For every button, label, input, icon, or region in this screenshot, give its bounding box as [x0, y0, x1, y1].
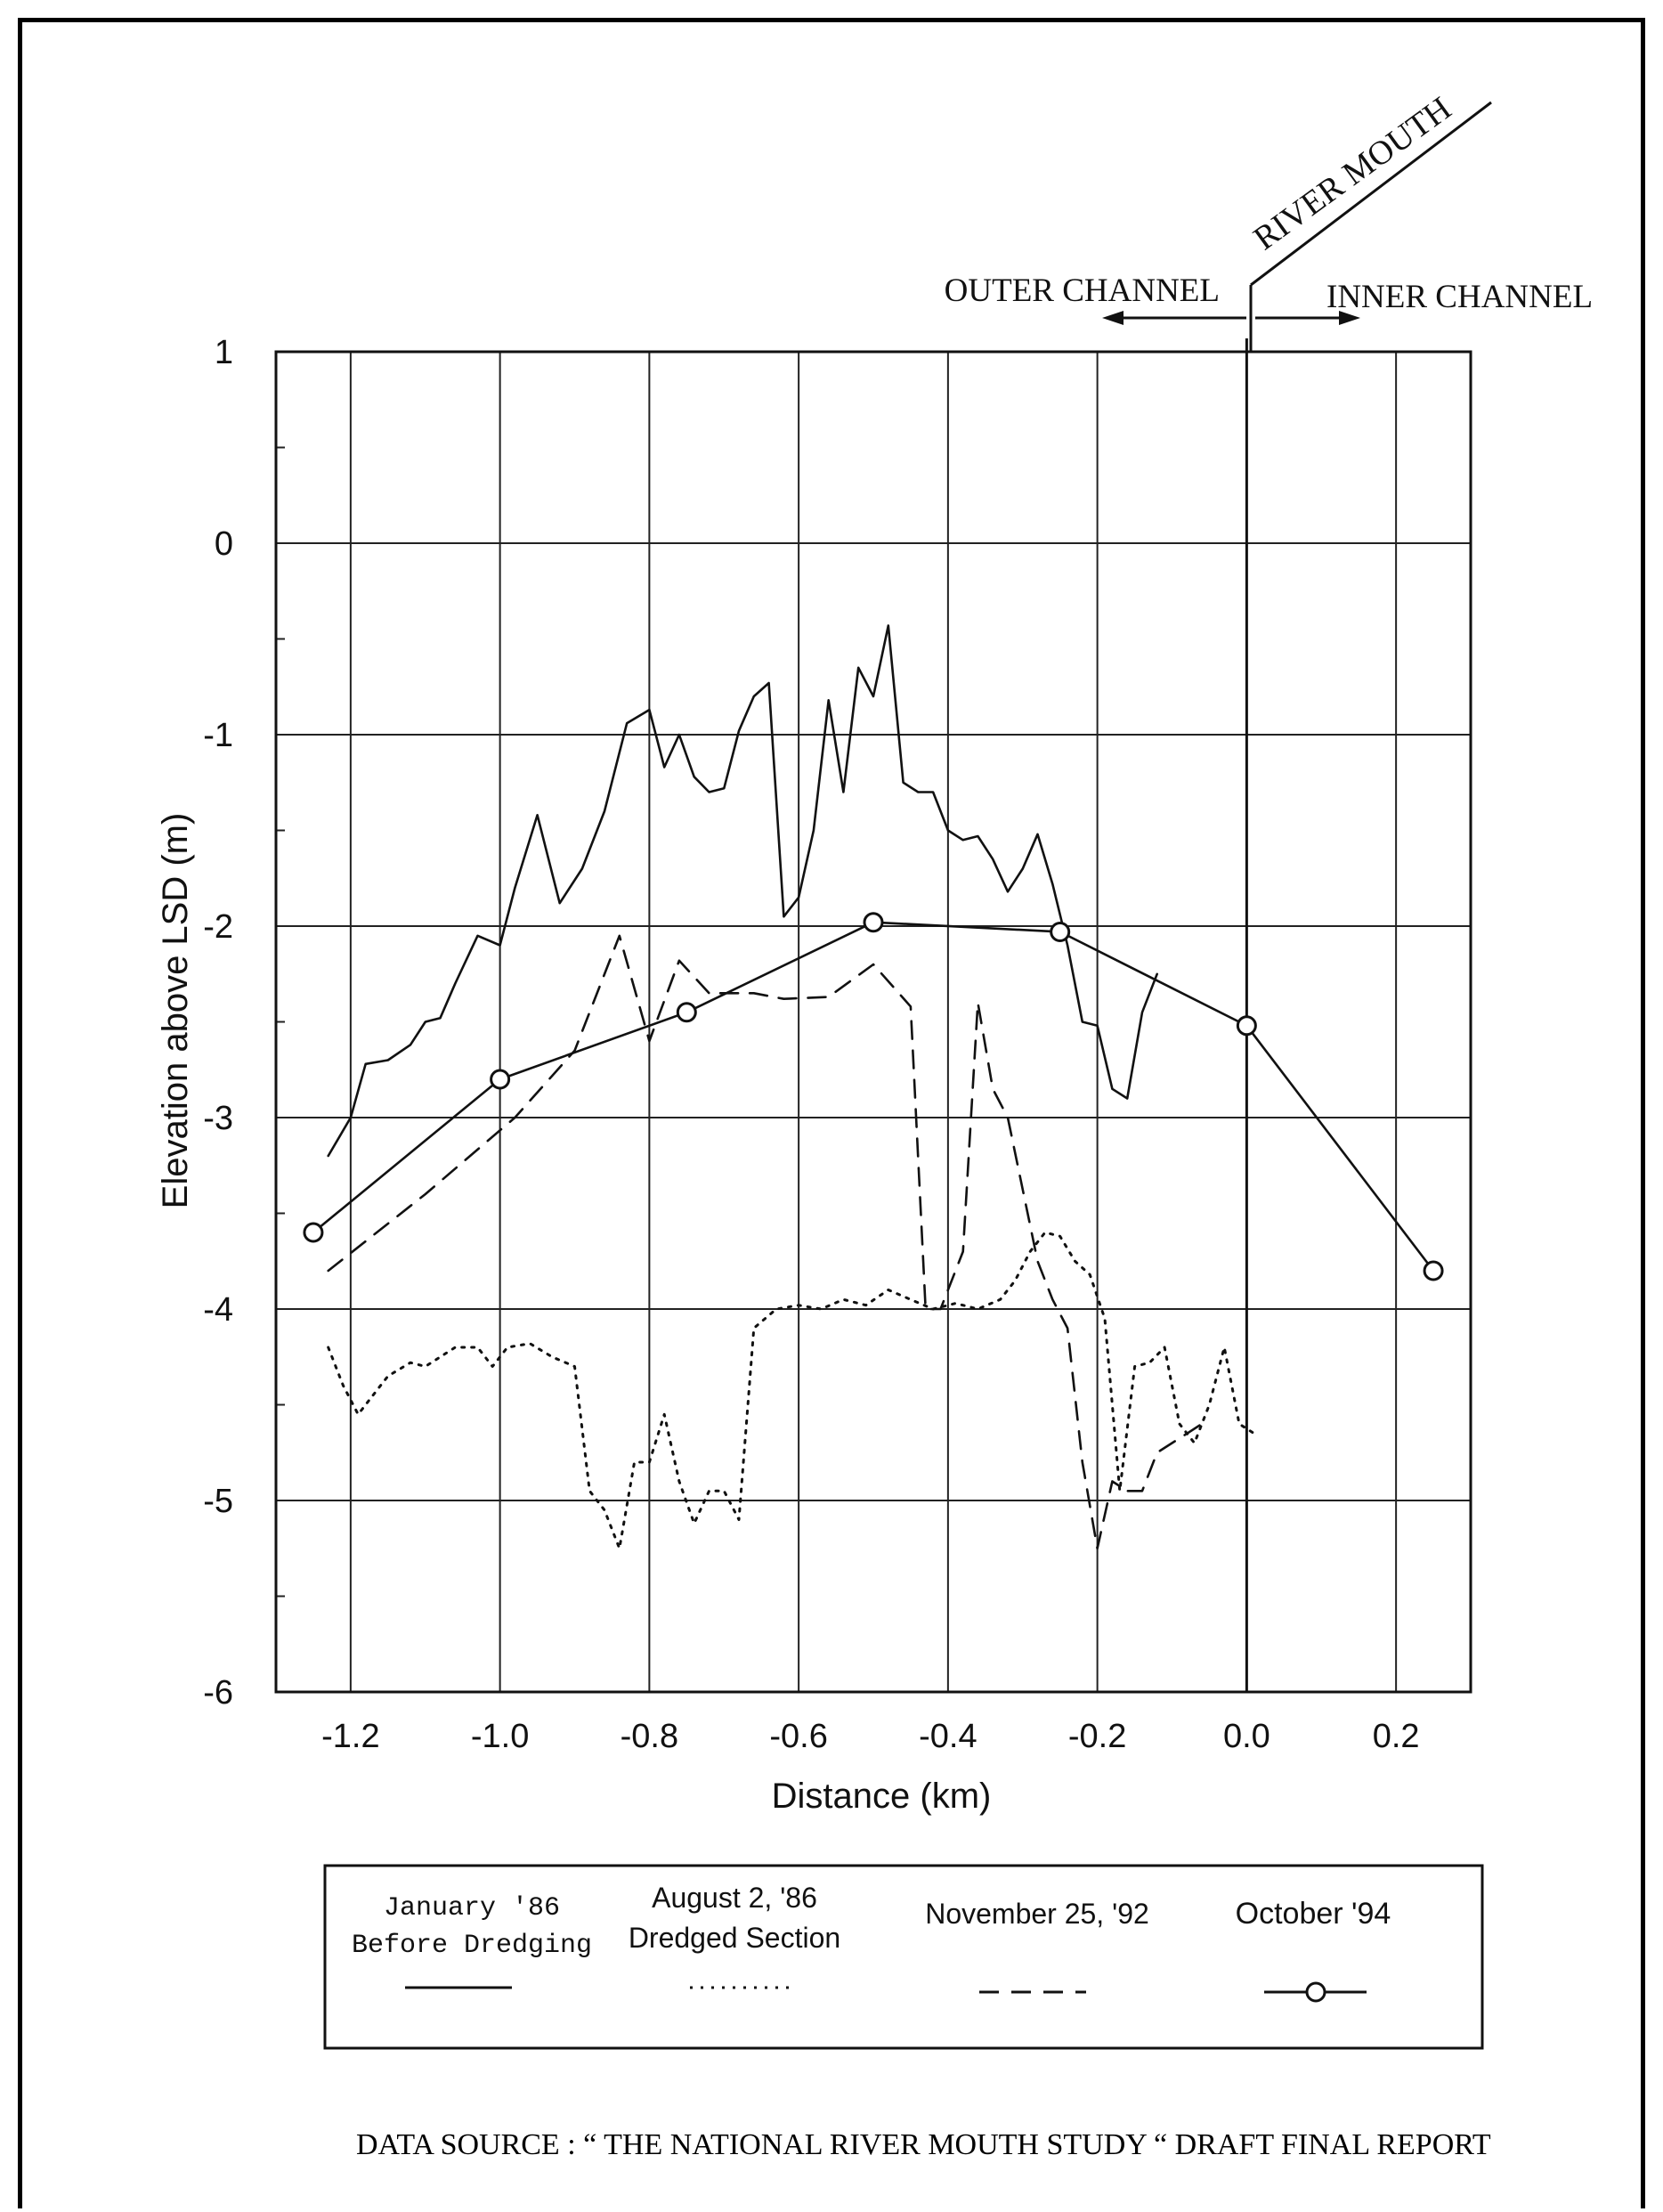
- outer-channel-arrowhead: [1102, 311, 1124, 325]
- y-tick-label: 0: [214, 525, 233, 563]
- legend-label-dredged-section: Dredged Section: [628, 1922, 841, 1954]
- y-tick-label: -5: [203, 1483, 233, 1520]
- data-point-marker: [1051, 923, 1069, 940]
- legend: [325, 1866, 1482, 2048]
- river-mouth-label: RIVER MOUTH: [1246, 89, 1458, 258]
- x-tick-label: -0.6: [769, 1718, 828, 1755]
- legend-label-before-dredging: Before Dredging: [351, 1931, 593, 1961]
- series-line-dashed: [329, 936, 1202, 1549]
- river-mouth-annotation: [945, 90, 1593, 352]
- x-tick-label: -1.2: [321, 1718, 380, 1755]
- data-point-marker: [1237, 1017, 1255, 1035]
- legend-swatch-circle-marker: [1307, 1983, 1325, 2001]
- plot-frame: [276, 352, 1471, 1692]
- data-source-note: DATA SOURCE : “ THE NATIONAL RIVER MOUTH STUDY “ DRAFT FINAL REPORT: [356, 2128, 1491, 2161]
- data-point-marker: [304, 1224, 322, 1241]
- series-line-solid-circle: [313, 923, 1433, 1271]
- data-point-marker: [491, 1070, 509, 1088]
- x-tick-label: -0.8: [620, 1718, 679, 1755]
- y-tick-label: -6: [203, 1674, 233, 1712]
- legend-label-november-92: November 25, '92: [925, 1898, 1149, 1930]
- series-line-solid: [329, 626, 1157, 1157]
- data-point-marker: [677, 1004, 695, 1021]
- y-axis-label: Elevation above LSD (m): [156, 812, 195, 1209]
- river-mouth-diagonal-line: [1251, 102, 1491, 285]
- x-tick-label: -0.4: [919, 1718, 978, 1755]
- legend-label-october-94: October '94: [1235, 1897, 1391, 1931]
- legend-label-january-86: January '86: [383, 1893, 561, 1923]
- legend-label-august-86: August 2, '86: [652, 1882, 817, 1914]
- series-group: [304, 626, 1442, 1549]
- data-point-marker: [1424, 1262, 1442, 1280]
- y-tick-label: -3: [203, 1100, 233, 1137]
- x-axis-label: Distance (km): [771, 1777, 992, 1816]
- y-tick-label: -4: [203, 1291, 233, 1329]
- x-tick-label: -0.2: [1067, 1718, 1127, 1755]
- x-tick-label: 0.2: [1372, 1718, 1420, 1755]
- inner-channel-label: INNER CHANNEL: [1326, 279, 1594, 315]
- x-tick-label: -1.0: [470, 1718, 530, 1755]
- grid: [276, 338, 1471, 1692]
- x-tick-label: 0.0: [1222, 1718, 1270, 1755]
- tick-labels: [203, 334, 1419, 1755]
- y-tick-label: -1: [203, 717, 233, 754]
- plot-area-border: [276, 352, 1471, 1692]
- outer-channel-label: OUTER CHANNEL: [944, 272, 1220, 309]
- y-tick-label: 1: [214, 334, 233, 371]
- data-point-marker: [864, 914, 882, 931]
- y-tick-label: -2: [203, 908, 233, 946]
